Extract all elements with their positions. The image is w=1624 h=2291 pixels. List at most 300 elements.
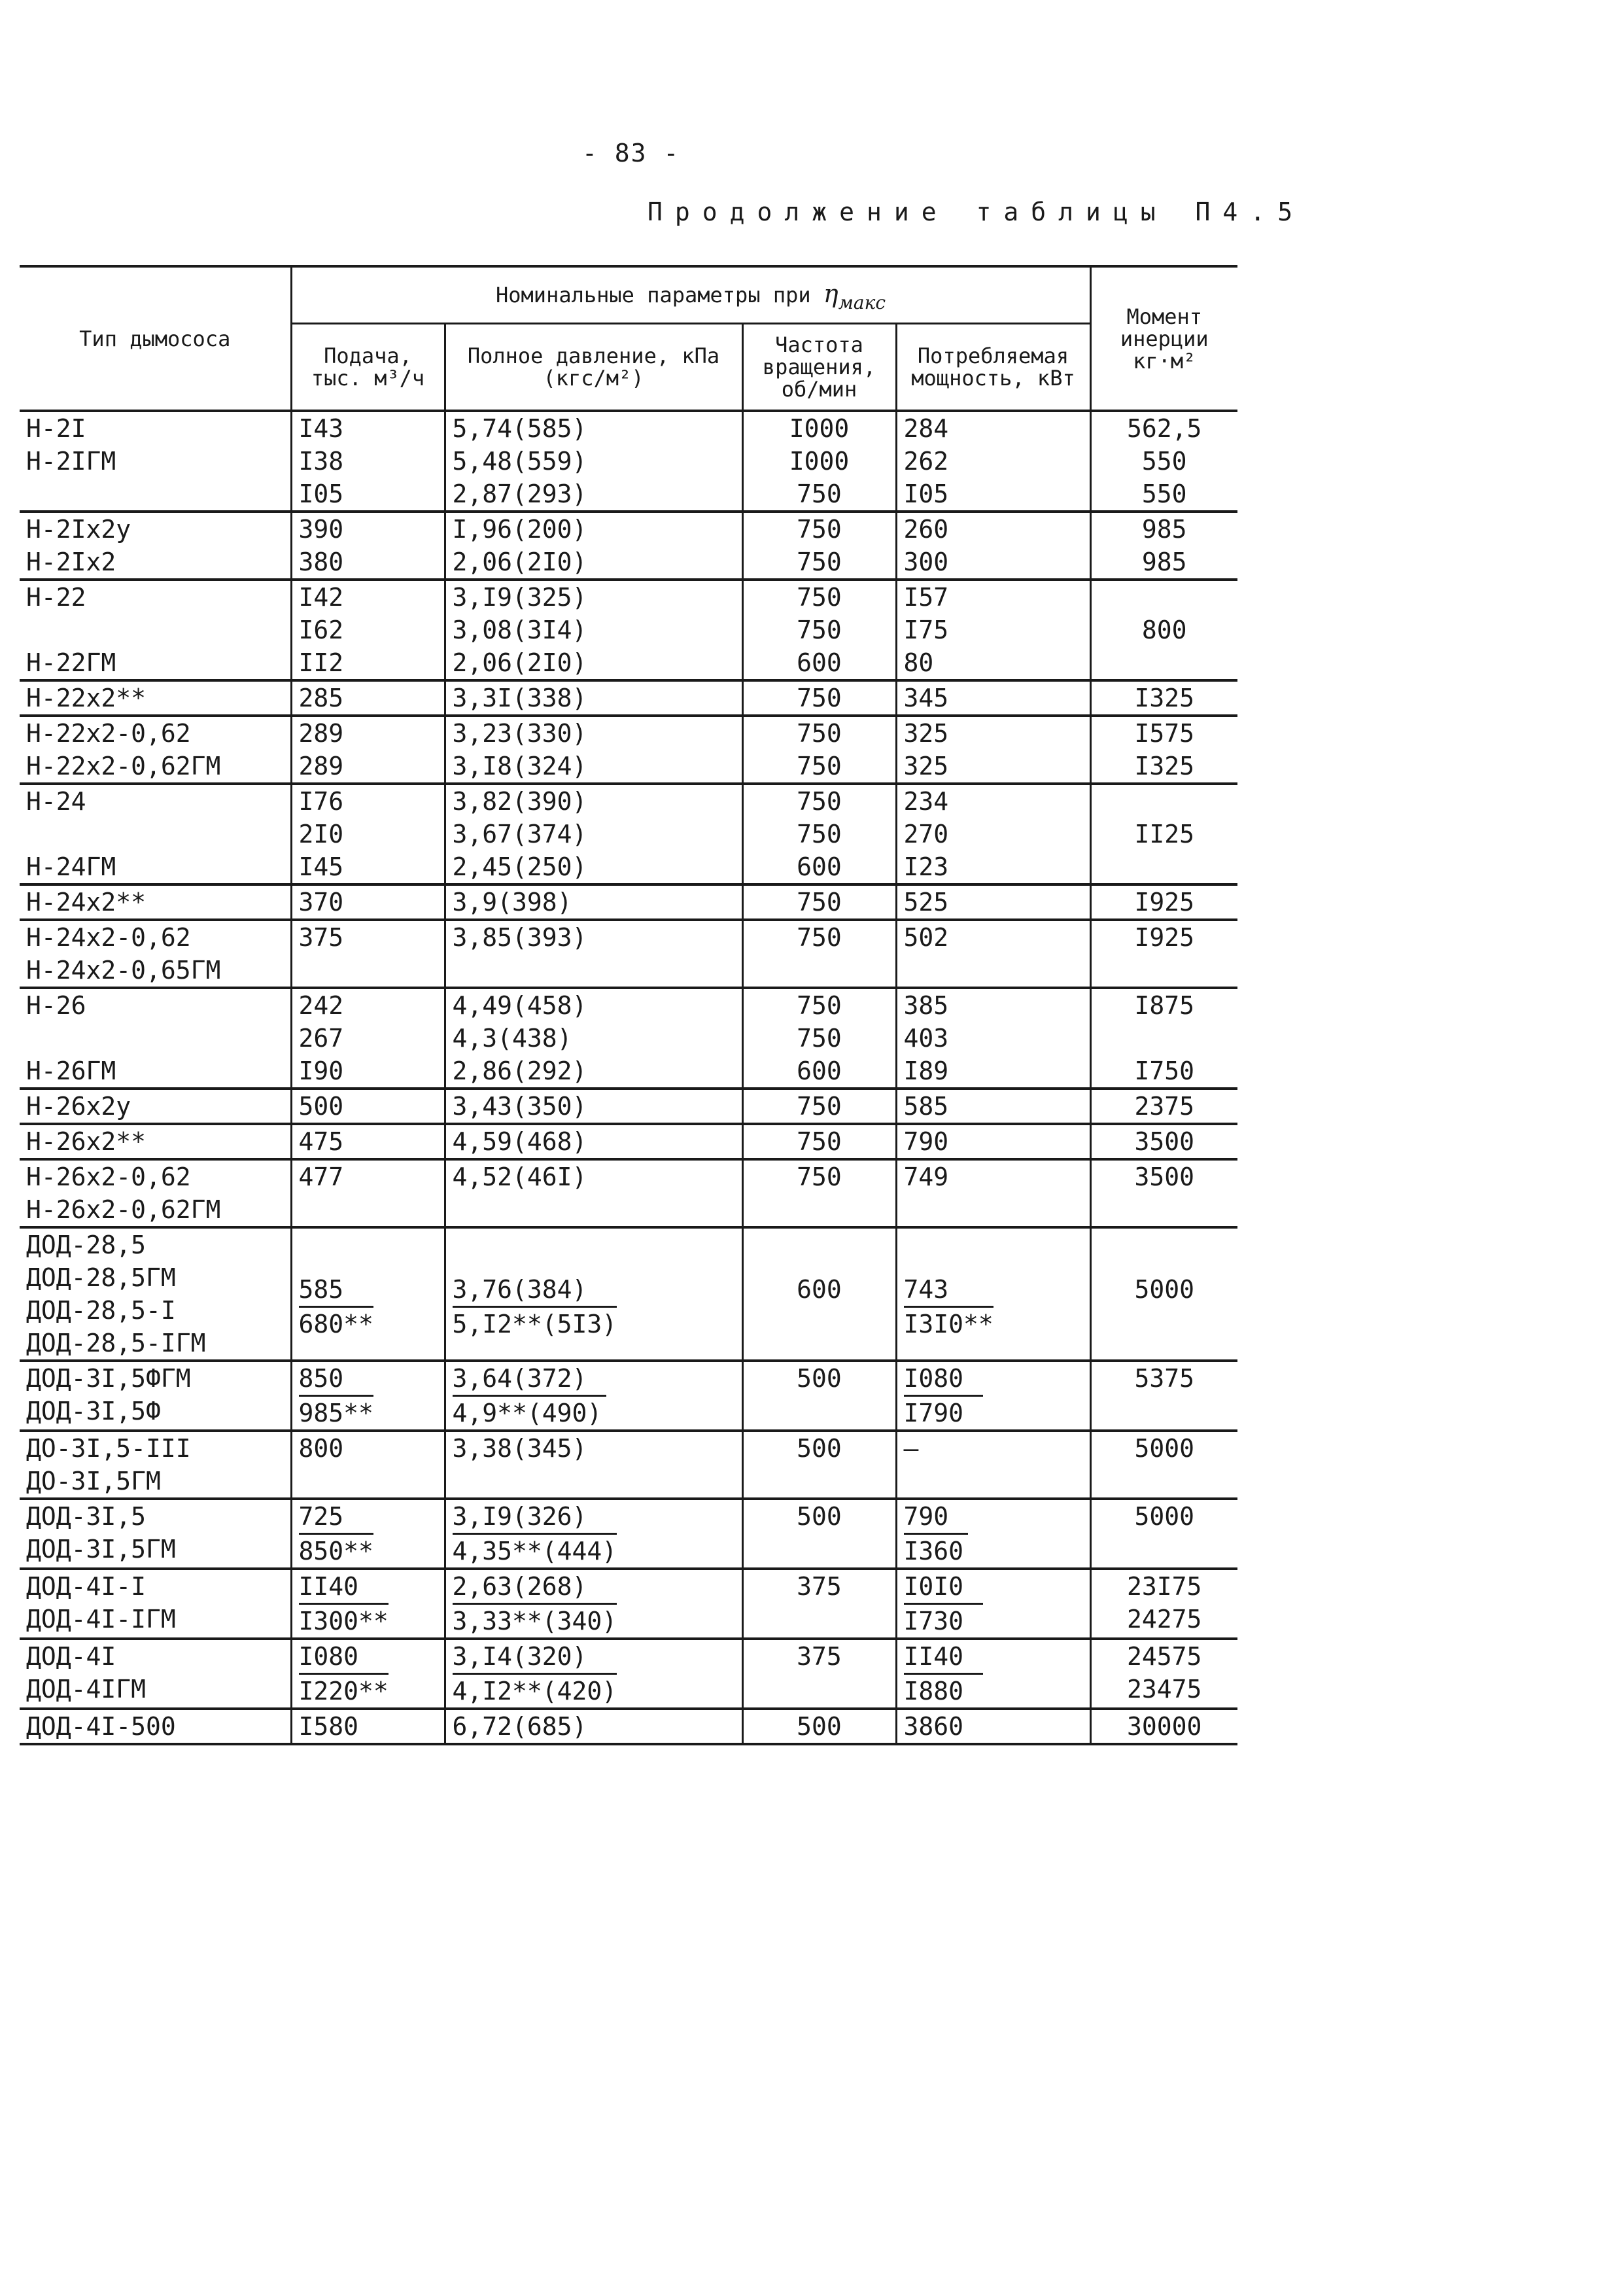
power-fraction-numerator: I0I0	[904, 1570, 984, 1605]
flow-cell-value: 390	[298, 515, 344, 544]
inertia-cell-value	[1098, 785, 1232, 818]
flow-cell	[291, 512, 445, 580]
pressure-cell	[445, 1569, 742, 1639]
power-cell	[896, 920, 1090, 988]
inertia-cell-value: 3500	[1134, 1163, 1194, 1191]
table-row	[20, 1361, 1237, 1431]
inertia-cell-value: I875	[1134, 991, 1194, 1020]
power-cell	[896, 680, 1090, 716]
table-row	[20, 1639, 1237, 1709]
flow-cell	[291, 1124, 445, 1159]
flow-cell-value: I43	[298, 414, 344, 443]
inertia-cell	[1090, 1569, 1237, 1639]
type-cell-value: ДОД-4I-IГМ	[26, 1605, 176, 1634]
flow-fraction	[299, 1640, 389, 1707]
table-row	[20, 680, 1237, 716]
power-cell-value: 502	[903, 923, 949, 952]
power-cell-value: 260	[903, 515, 949, 544]
power-cell-value: 790	[903, 1127, 949, 1156]
flow-fraction	[299, 1570, 389, 1637]
inertia-cell	[1090, 988, 1237, 1089]
pressure-cell-value: 2,86(292)	[452, 1057, 587, 1085]
type-cell	[20, 1569, 291, 1639]
pressure-fraction-numerator: 3,64(372)	[453, 1362, 607, 1397]
rpm-cell-value: 750	[797, 719, 842, 748]
flow-cell-value: I62	[298, 616, 344, 644]
pressure-cell-value	[453, 954, 735, 987]
type-cell	[20, 716, 291, 784]
inertia-cell-value: II25	[1134, 820, 1194, 848]
pressure-cell-value: 3,85(393)	[452, 923, 587, 952]
table-row	[20, 1159, 1237, 1227]
flow-cell	[291, 1361, 445, 1431]
type-cell-value: Н-24х2-0,65ГМ	[26, 956, 221, 985]
rpm-cell	[742, 1499, 896, 1569]
flow-fraction-denominator: I220**	[298, 1677, 389, 1705]
inertia-cell-value: 24575	[1127, 1642, 1202, 1671]
rpm-cell-value: 750	[797, 923, 842, 952]
flow-cell-value: I05	[298, 480, 344, 508]
inertia-cell-value: 985	[1141, 548, 1187, 576]
pressure-cell-value: 4,59(468)	[452, 1127, 587, 1156]
rpm-cell-value: 750	[797, 1024, 842, 1053]
page-number: - 83 -	[582, 139, 680, 167]
pressure-fraction-numerator: 2,63(268)	[453, 1570, 617, 1605]
table-row	[20, 1709, 1237, 1744]
type-cell-value: Н-26х2-0,62	[26, 1163, 191, 1191]
pressure-fraction	[453, 1500, 617, 1567]
flow-fraction	[299, 1500, 373, 1567]
table-row	[20, 1499, 1237, 1569]
power-cell-value: 3860	[903, 1712, 964, 1741]
power-cell-value	[904, 954, 1083, 987]
type-cell-value: Н-24х2**	[26, 888, 147, 917]
rpm-cell	[742, 411, 896, 512]
flow-cell	[291, 1709, 445, 1744]
header-rpm: Частота вращения, об/мин	[742, 324, 896, 411]
inertia-cell-value	[1098, 1193, 1232, 1226]
power-fraction-numerator: 743	[904, 1273, 993, 1308]
pressure-cell-value: 4,52(46I)	[452, 1163, 587, 1191]
power-cell-value: 270	[903, 820, 949, 848]
rpm-cell-value: 375	[797, 1572, 842, 1601]
inertia-cell	[1090, 1089, 1237, 1124]
power-cell-value: –	[903, 1434, 919, 1463]
pressure-cell-value: 6,72(685)	[452, 1712, 587, 1741]
rpm-cell	[742, 1089, 896, 1124]
flow-cell-value: 500	[298, 1092, 344, 1121]
type-cell-value: Н-22х2-0,62ГМ	[26, 752, 221, 780]
pressure-cell-value: 4,3(438)	[452, 1024, 572, 1053]
type-cell	[20, 580, 291, 680]
flow-cell	[291, 1159, 445, 1227]
flow-cell-value: I90	[298, 1057, 344, 1085]
inertia-cell-value	[1098, 646, 1232, 679]
pressure-fraction-denominator: 4,9**(490)	[452, 1399, 602, 1427]
rpm-cell-value: 375	[797, 1642, 842, 1671]
flow-cell	[291, 1639, 445, 1709]
inertia-cell-value: I575	[1134, 719, 1194, 748]
pressure-cell-value: 3,82(390)	[452, 787, 587, 816]
table-row	[20, 988, 1237, 1089]
rpm-cell-value: 750	[797, 480, 842, 508]
flow-fraction-numerator: 585	[299, 1273, 373, 1308]
power-fraction-denominator: I790	[903, 1399, 964, 1427]
power-cell-value: 403	[903, 1024, 949, 1053]
power-fraction-denominator: I360	[903, 1537, 964, 1565]
power-fraction	[904, 1273, 993, 1340]
inertia-cell-value: 23I75	[1127, 1572, 1202, 1601]
rpm-cell-value: 500	[797, 1434, 842, 1463]
rpm-cell-value: 750	[797, 820, 842, 848]
type-cell	[20, 884, 291, 920]
pressure-fraction-denominator: 4,35**(444)	[452, 1537, 617, 1565]
rpm-cell-value: 500	[797, 1502, 842, 1531]
table-row	[20, 884, 1237, 920]
inertia-cell-value: 24275	[1127, 1605, 1202, 1634]
rpm-cell-value: I000	[789, 447, 850, 476]
inertia-cell-value: 3500	[1134, 1127, 1194, 1156]
table-row	[20, 1089, 1237, 1124]
type-cell	[20, 1499, 291, 1569]
type-cell-value: Н-24х2-0,62	[26, 923, 191, 952]
pressure-cell-value	[453, 1193, 735, 1226]
flow-fraction	[299, 1273, 373, 1340]
rpm-cell	[742, 988, 896, 1089]
flow-cell-value: 267	[298, 1024, 344, 1053]
rpm-cell	[742, 1361, 896, 1431]
type-cell-value: ДОД-28,5-IГМ	[26, 1329, 206, 1357]
header-inertia: Момент инерции кг·м²	[1090, 266, 1237, 411]
power-cell-value: 234	[903, 787, 949, 816]
type-cell	[20, 1227, 291, 1361]
flow-fraction-numerator: 850	[299, 1362, 373, 1397]
power-cell-value: 525	[903, 888, 949, 917]
flow-fraction-denominator: 985**	[298, 1399, 373, 1427]
pressure-cell	[445, 1227, 742, 1361]
type-cell-value: ДОД-4I-I	[26, 1572, 147, 1601]
pressure-cell-value: 4,49(458)	[452, 991, 587, 1020]
inertia-cell-value: 2375	[1134, 1092, 1194, 1121]
power-cell-value: 385	[903, 991, 949, 1020]
type-cell-value: Н-24ГМ	[26, 852, 116, 881]
power-fraction-denominator: I730	[903, 1607, 964, 1635]
pressure-cell-value: 3,9(398)	[452, 888, 572, 917]
power-cell	[896, 1639, 1090, 1709]
inertia-cell-value: 5000	[1134, 1502, 1194, 1531]
power-cell-value: 749	[903, 1163, 949, 1191]
power-cell	[896, 1431, 1090, 1499]
rpm-cell	[742, 920, 896, 988]
rpm-cell	[742, 512, 896, 580]
flow-cell-value	[299, 1193, 438, 1226]
rpm-cell-value: 750	[797, 684, 842, 712]
power-cell-value: I75	[903, 616, 949, 644]
inertia-cell-value: I325	[1134, 752, 1194, 780]
type-cell-value: Н-2Iх2у	[26, 515, 131, 544]
flow-cell-value: I42	[298, 583, 344, 612]
inertia-cell-value: 550	[1141, 447, 1187, 476]
rpm-cell	[742, 784, 896, 884]
pressure-cell-value: 3,I9(325)	[452, 583, 587, 612]
pressure-cell-value: 2,06(2I0)	[452, 548, 587, 576]
pressure-fraction-denominator: 5,I2**(5I3)	[452, 1310, 617, 1338]
type-cell	[20, 1089, 291, 1124]
inertia-cell	[1090, 411, 1237, 512]
type-cell-value: Н-26х2**	[26, 1127, 147, 1156]
pressure-cell	[445, 1124, 742, 1159]
pressure-cell-value: 3,38(345)	[452, 1434, 587, 1463]
pressure-fraction-denominator: 3,33**(340)	[452, 1607, 617, 1635]
type-cell-value	[26, 818, 284, 850]
power-cell	[896, 1089, 1090, 1124]
type-cell-value: Н-2I	[26, 414, 86, 443]
flow-cell-value: I580	[298, 1712, 359, 1741]
rpm-cell	[742, 1227, 896, 1361]
flow-cell-value: I38	[298, 447, 344, 476]
rpm-cell	[742, 1431, 896, 1499]
pressure-cell-value: 2,06(2I0)	[452, 648, 587, 677]
pressure-cell	[445, 784, 742, 884]
flow-cell-value: 285	[298, 684, 344, 712]
inertia-cell	[1090, 716, 1237, 784]
type-cell-value	[26, 1022, 284, 1055]
power-fraction	[904, 1500, 969, 1567]
rpm-cell	[742, 1124, 896, 1159]
type-cell-value: Н-26х2у	[26, 1092, 131, 1121]
flow-cell-value: 370	[298, 888, 344, 917]
power-fraction	[904, 1362, 984, 1429]
power-cell	[896, 716, 1090, 784]
rpm-cell	[742, 680, 896, 716]
type-cell	[20, 1639, 291, 1709]
flow-fraction	[299, 1362, 373, 1429]
power-cell-value: 585	[903, 1092, 949, 1121]
inertia-cell-value: 550	[1141, 480, 1187, 508]
table-row	[20, 920, 1237, 988]
flow-cell	[291, 1499, 445, 1569]
type-cell	[20, 1361, 291, 1431]
inertia-cell-value: 5375	[1134, 1364, 1194, 1393]
type-cell-value: Н-26ГМ	[26, 1057, 116, 1085]
flow-cell	[291, 884, 445, 920]
rpm-cell-value: 750	[797, 787, 842, 816]
pressure-fraction-numerator: 3,I4(320)	[453, 1640, 617, 1675]
type-cell	[20, 512, 291, 580]
rpm-cell-value: 750	[797, 515, 842, 544]
rpm-cell-value: 750	[797, 1092, 842, 1121]
rpm-cell-value: 750	[797, 1163, 842, 1191]
rpm-cell-value	[750, 954, 889, 987]
pressure-cell	[445, 1431, 742, 1499]
flow-cell-value: 380	[298, 548, 344, 576]
power-cell	[896, 784, 1090, 884]
power-cell-value: 80	[903, 648, 934, 677]
inertia-cell-value: I925	[1134, 888, 1194, 917]
parameters-table	[20, 265, 1237, 1745]
type-cell-value: Н-2Iх2	[26, 548, 116, 576]
type-cell-value: Н-22ГМ	[26, 648, 116, 677]
pressure-cell	[445, 680, 742, 716]
type-cell	[20, 1431, 291, 1499]
rpm-cell	[742, 884, 896, 920]
flow-cell-value: 289	[298, 752, 344, 780]
flow-fraction-denominator: 850**	[298, 1537, 373, 1565]
pressure-cell	[445, 920, 742, 988]
power-cell	[896, 1361, 1090, 1431]
rpm-cell-value: 750	[797, 616, 842, 644]
pressure-fraction	[453, 1570, 617, 1637]
type-cell-value	[26, 478, 284, 510]
type-cell-value: ДОД-3I,5ФГМ	[26, 1364, 191, 1393]
inertia-cell-value: I325	[1134, 684, 1194, 712]
pressure-cell	[445, 988, 742, 1089]
inertia-cell-value	[1098, 581, 1232, 614]
type-cell-value: ДОД-4I-500	[26, 1712, 176, 1741]
power-fraction-denominator: I3I0**	[903, 1310, 993, 1338]
flow-cell	[291, 411, 445, 512]
pressure-cell-value: I,96(200)	[452, 515, 587, 544]
flow-cell-value: II2	[298, 648, 344, 677]
pressure-cell	[445, 1639, 742, 1709]
power-cell	[896, 580, 1090, 680]
rpm-cell-value: 600	[797, 1275, 842, 1304]
power-fraction	[904, 1570, 984, 1637]
type-cell	[20, 1159, 291, 1227]
flow-cell	[291, 680, 445, 716]
inertia-cell-value	[1098, 954, 1232, 987]
table-row	[20, 411, 1237, 512]
power-cell	[896, 884, 1090, 920]
rpm-cell-value: 600	[797, 852, 842, 881]
pressure-cell	[445, 1159, 742, 1227]
power-cell	[896, 1124, 1090, 1159]
power-fraction-numerator: 790	[904, 1500, 969, 1535]
pressure-fraction	[453, 1273, 617, 1340]
type-cell	[20, 1709, 291, 1744]
table-body	[20, 411, 1237, 1744]
type-cell-value: Н-26	[26, 991, 86, 1020]
flow-cell-value: 289	[298, 719, 344, 748]
rpm-cell-value: 750	[797, 752, 842, 780]
power-cell	[896, 1159, 1090, 1227]
power-cell-value: 325	[903, 752, 949, 780]
pressure-cell	[445, 1709, 742, 1744]
type-cell-value: ДОД-28,5ГМ	[26, 1263, 176, 1292]
pressure-fraction	[453, 1640, 617, 1707]
type-cell-value: Н-2IГМ	[26, 447, 116, 476]
flow-cell-value: 800	[298, 1434, 344, 1463]
inertia-cell	[1090, 1639, 1237, 1709]
type-cell	[20, 784, 291, 884]
rpm-cell-value: 750	[797, 583, 842, 612]
power-cell-value: 325	[903, 719, 949, 748]
inertia-cell	[1090, 1227, 1237, 1361]
pressure-fraction-numerator: 3,76(384)	[453, 1273, 617, 1308]
inertia-cell	[1090, 1159, 1237, 1227]
header-power: Потребляемая мощность, кВт	[896, 324, 1090, 411]
flow-fraction-numerator: II40	[299, 1570, 389, 1605]
table-row	[20, 716, 1237, 784]
power-cell	[896, 988, 1090, 1089]
flow-cell-value: 477	[298, 1163, 344, 1191]
type-cell-value: ДОД-28,5-I	[26, 1296, 176, 1325]
type-cell-value: Н-22	[26, 583, 86, 612]
type-cell-value: Н-24	[26, 787, 86, 816]
flow-cell	[291, 920, 445, 988]
rpm-cell-value: 500	[797, 1712, 842, 1741]
pressure-fraction-denominator: 4,I2**(420)	[452, 1677, 617, 1705]
inertia-cell	[1090, 1124, 1237, 1159]
table-row	[20, 1124, 1237, 1159]
inertia-cell	[1090, 512, 1237, 580]
flow-cell	[291, 1089, 445, 1124]
flow-cell	[291, 988, 445, 1089]
power-cell	[896, 1499, 1090, 1569]
inertia-cell	[1090, 920, 1237, 988]
type-cell-value: ДОД-3I,5	[26, 1502, 147, 1531]
inertia-cell-value: 5000	[1134, 1275, 1194, 1304]
pressure-cell-value: 5,48(559)	[452, 447, 587, 476]
flow-cell	[291, 580, 445, 680]
eta-symbol: η	[823, 279, 838, 308]
type-cell	[20, 1124, 291, 1159]
power-cell-value: 300	[903, 548, 949, 576]
flow-fraction-denominator: I300**	[298, 1607, 389, 1635]
pressure-cell	[445, 716, 742, 784]
inertia-cell-value: 562,5	[1127, 414, 1202, 443]
inertia-cell-value: 23475	[1127, 1675, 1202, 1704]
type-cell-value: ДОД-4I	[26, 1642, 116, 1671]
rpm-cell	[742, 1639, 896, 1709]
flow-cell	[291, 716, 445, 784]
inertia-cell	[1090, 580, 1237, 680]
flow-cell-value: I76	[298, 787, 344, 816]
pressure-cell-value: 3,67(374)	[452, 820, 587, 848]
inertia-cell-value: 30000	[1127, 1712, 1202, 1741]
power-cell-value: 284	[903, 414, 949, 443]
rpm-cell-value: 600	[797, 1057, 842, 1085]
type-cell-value: ДОД-28,5	[26, 1231, 147, 1259]
rpm-cell	[742, 1709, 896, 1744]
table-row	[20, 512, 1237, 580]
flow-cell-value: 242	[298, 991, 344, 1020]
rpm-cell-value: 750	[797, 548, 842, 576]
pressure-cell-value: 3,23(330)	[452, 719, 587, 748]
pressure-cell	[445, 1089, 742, 1124]
inertia-cell	[1090, 680, 1237, 716]
inertia-cell-value: 800	[1141, 616, 1187, 644]
power-cell	[896, 1709, 1090, 1744]
type-cell-value	[26, 614, 284, 646]
power-fraction-numerator: II40	[904, 1640, 984, 1675]
type-cell	[20, 920, 291, 988]
pressure-cell-value: 3,43(350)	[452, 1092, 587, 1121]
pressure-cell	[445, 580, 742, 680]
inertia-cell	[1090, 784, 1237, 884]
power-cell-value	[904, 1193, 1083, 1226]
rpm-cell	[742, 1569, 896, 1639]
power-cell	[896, 512, 1090, 580]
inertia-cell-value	[1098, 850, 1232, 883]
type-cell-value: ДО-3I,5-III	[26, 1434, 191, 1463]
inertia-cell-value: 985	[1141, 515, 1187, 544]
header-flow: Подача, тыс. м³/ч	[291, 324, 445, 411]
pressure-fraction-numerator: 3,I9(326)	[453, 1500, 617, 1535]
rpm-cell-value	[750, 1193, 889, 1226]
flow-cell-value: 375	[298, 923, 344, 952]
power-cell-value: I23	[903, 852, 949, 881]
